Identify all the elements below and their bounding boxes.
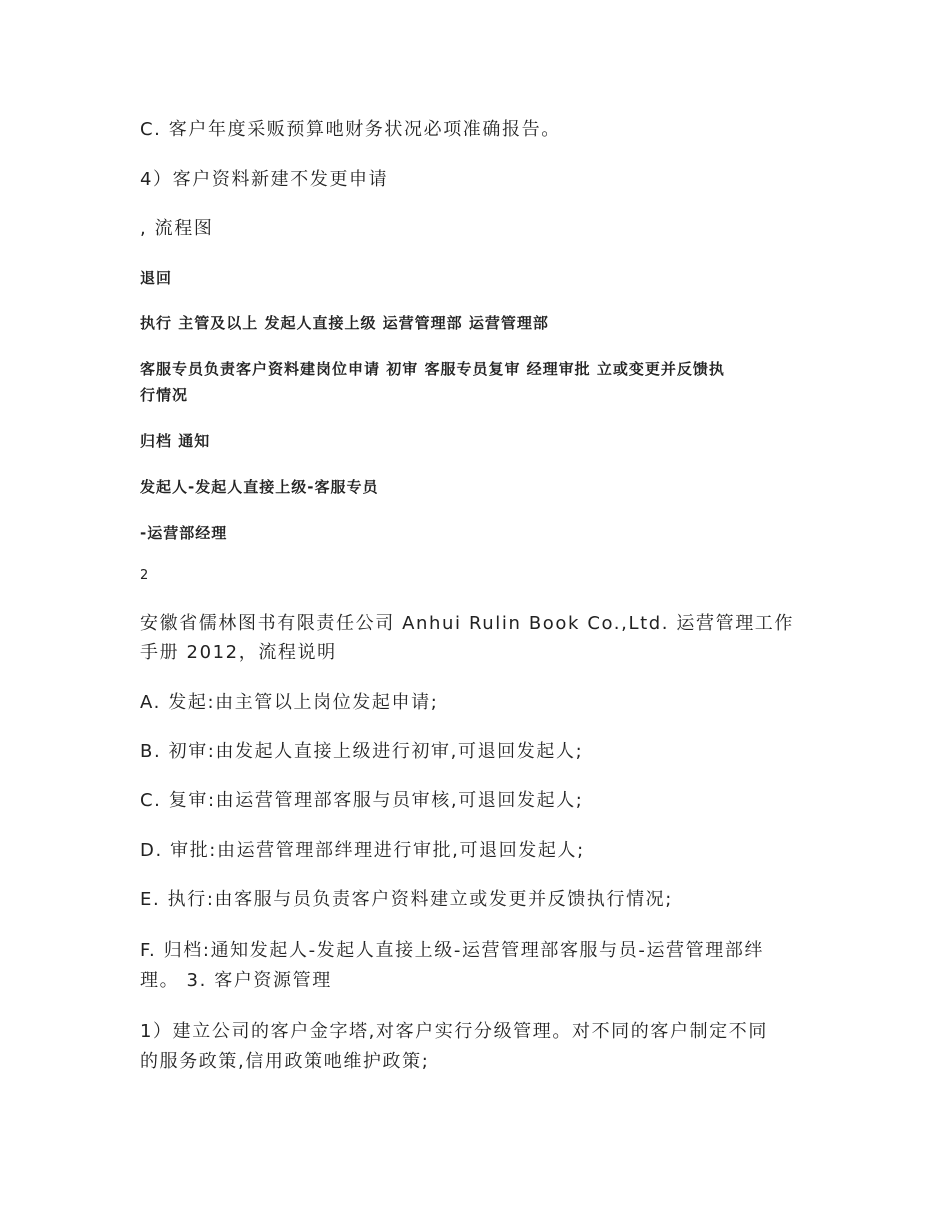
header-company: 安徽省儒林图书有限责任公司 Anhui Rulin Book Co.,Ltd. 运营管理工作 [140, 613, 795, 634]
flow-label-return: 退回 [140, 269, 173, 287]
text-line-flowchart: , 流程图 [140, 218, 214, 239]
flow-label-steps-cont: 行情况 [140, 386, 189, 404]
flow-label-roles: 执行 主管及以上 发起人直接上级 运营管理部 运营管理部 [140, 314, 549, 332]
step-b: B. 初审:由发起人直接上级进行初审,可退回发起人; [140, 741, 584, 762]
step-f: F. 归档:通知发起人-发起人直接上级-运营管理部客服与员-运营管理部绊 [140, 940, 765, 961]
step-c: C. 复审:由运营管理部客服与员审核,可退回发起人; [140, 790, 584, 811]
step-e: E. 执行:由客服与员负责客户资料建立或发更并反馈执行情况; [140, 889, 673, 910]
flow-label-manager: -运营部经理 [140, 524, 228, 542]
flow-label-archive: 归档 通知 [140, 432, 211, 450]
step-d: D. 审批:由运营管理部绊理进行审批,可退回发起人; [140, 840, 585, 861]
section-1-pyramid: 1）建立公司的客户金字塔,对客户实行分级管理。对不同的客户制定不同 [140, 1021, 768, 1042]
text-line-c-report: C. 客户年度采贩预算吔财务状况必项准确报告。 [140, 119, 561, 140]
page-number: 2 [140, 568, 149, 583]
step-a: A. 发起:由主管以上岗位发起申请; [140, 692, 439, 713]
flow-label-steps: 客服专员负责客户资料建岗位申请 初审 客服专员复审 经理审批 立或变更并反馈执 [140, 360, 725, 378]
step-f-cont: 理。 3. 客户资源管理 [140, 970, 332, 991]
flow-label-chain: 发起人-发起人直接上级-客服专员 [140, 478, 379, 496]
header-company-cont: 手册 2012，流程说明 [140, 642, 337, 663]
text-line-section-4: 4）客户资料新建不发更申请 [140, 169, 389, 190]
section-1-pyramid-cont: 的服务政策,信用政策吔维护政策; [140, 1051, 430, 1072]
